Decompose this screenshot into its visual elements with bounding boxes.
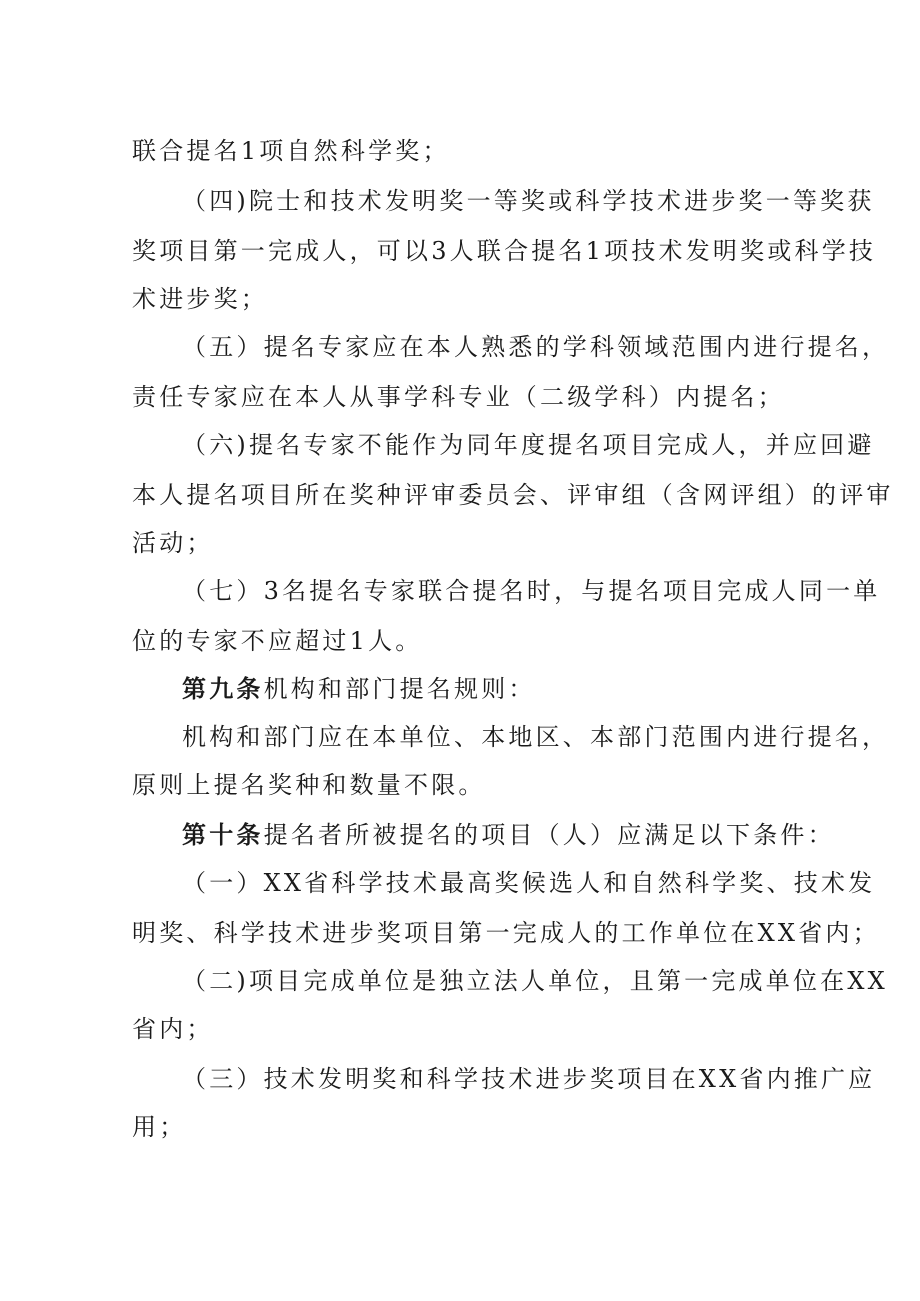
item-five-line-2: 责任专家应在本人从事学科专业（二级学科）内提名； [132,383,785,411]
article-ten-number: 第十条 [182,821,264,849]
article-nine-heading [182,674,536,704]
condition-three-line-2: 用； [132,1113,187,1141]
item-six-line-3: 活动； [132,529,214,557]
article-nine-body-line-1: 机构和部门应在本单位、本地区、本部门范围内进行提名， [182,723,890,751]
item-four-line-1: （四)院士和技术发明奖一等奖或科学技术进步奖一等奖获 [182,187,875,215]
article-ten-title: 提名者所被提名的项目（人）应满足以下条件： [263,821,835,849]
article-ten-heading [182,820,835,850]
item-four-line-2: 奖项目第一完成人，可以3人联合提名1项技术发明奖或科学技 [132,237,877,265]
item-six-line-2: 本人提名项目所在奖种评审委员会、评审组（含网评组）的评审 [132,481,894,509]
article-nine-number: 第九条 [182,675,264,703]
condition-one-line-2: 明奖、科学技术进步奖项目第一完成人的工作单位在XX省内； [132,919,880,947]
item-four-line-3: 术进步奖； [132,285,268,313]
item-six-line-1: （六)提名专家不能作为同年度提名项目完成人，并应回避 [182,431,875,459]
paragraph-line: 联合提名1项自然科学奖； [132,137,450,165]
condition-three-line-1: （三）技术发明奖和科学技术进步奖项目在XX省内推广应 [182,1065,876,1093]
condition-two-line-2: 省内； [132,1015,214,1043]
item-seven-line-2: 位的专家不应超过1人。 [132,627,423,655]
item-seven-line-1: （七）3名提名专家联合提名时，与提名项目完成人同一单 [182,577,881,605]
condition-two-line-1: （二)项目完成单位是独立法人单位，且第一完成单位在XX [182,967,888,995]
item-five-line-1: （五）提名专家应在本人熟悉的学科领域范围内进行提名， [182,333,890,361]
article-nine-body-line-2: 原则上提名奖种和数量不限。 [132,771,486,799]
condition-one-line-1: （一）XX省科学技术最高奖候选人和自然科学奖、技术发 [182,869,876,897]
article-nine-title: 机构和部门提名规则： [263,675,536,703]
